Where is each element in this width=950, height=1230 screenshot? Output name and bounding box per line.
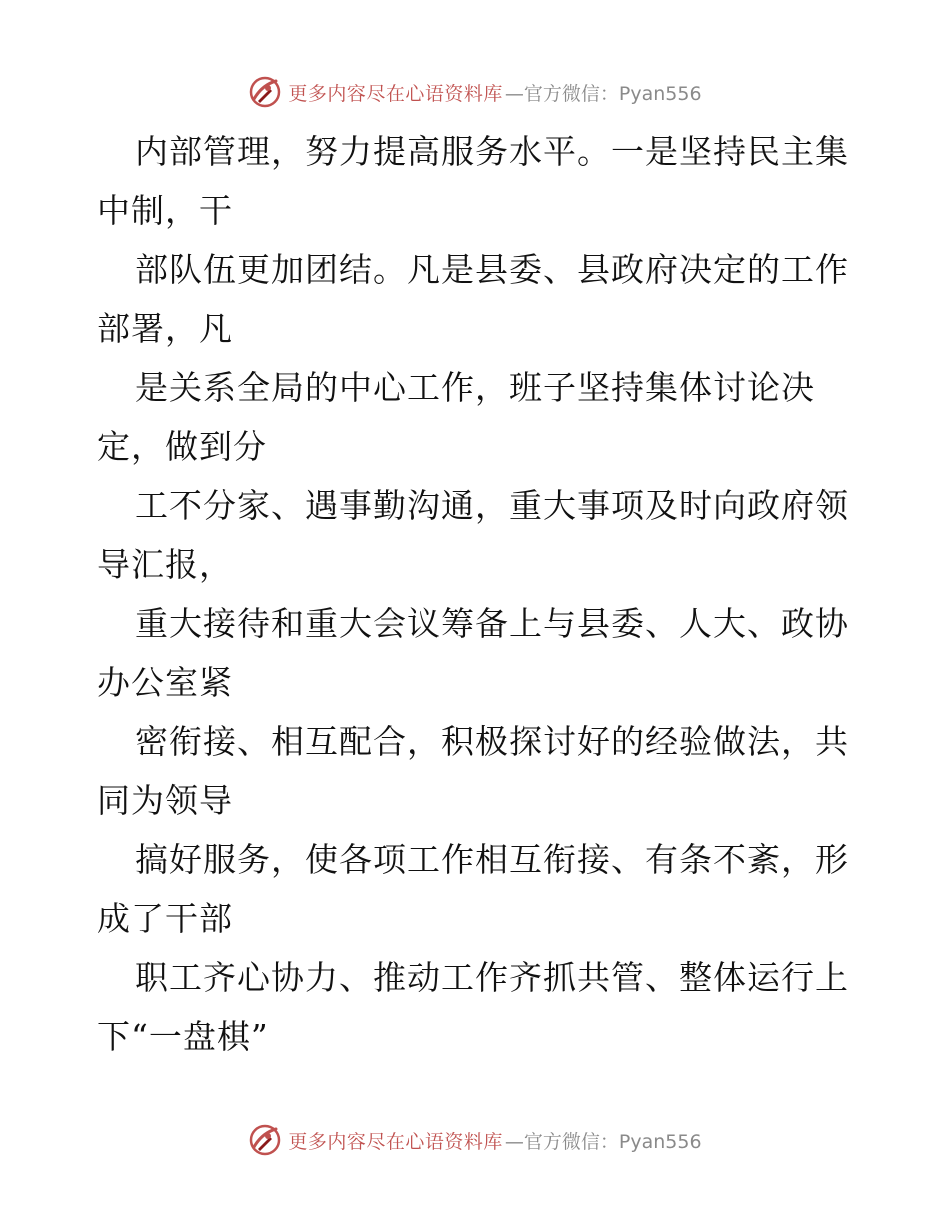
header-watermark: [0, 72, 950, 112]
paragraph: 内部管理，努力提高服务水平。一是坚持民主集 中制，干: [97, 132, 849, 230]
paragraph: 密衔接、相互配合，积极探讨好的经验做法，共 同为领导: [97, 722, 849, 820]
watermark-brand-text: 更多内容尽在心语资料库: [288, 82, 503, 105]
watermark-wechat-text: —官方微信：Pyan556: [504, 1130, 702, 1153]
paragraph: 是关系全局的中心工作，班子坚持集体讨论决 定，做到分: [97, 368, 815, 466]
paragraph: 重大接待和重大会议筹备上与县委、人大、政协 办公室紧: [97, 604, 849, 702]
paragraph: 工不分家、遇事勤沟通，重大事项及时向政府领 导汇报，: [97, 486, 849, 584]
paragraph: 部队伍更加团结。凡是县委、县政府决定的工作 部署，凡: [97, 250, 849, 348]
pen-logo-icon: [248, 1123, 282, 1157]
document-body: [97, 122, 857, 1066]
paragraph: 搞好服务，使各项工作相互衔接、有条不紊，形 成了干部: [97, 840, 849, 938]
pen-logo-icon: [248, 75, 282, 109]
paragraph: 职工齐心协力、推动工作齐抓共管、整体运行上 下“一盘棋”: [97, 958, 849, 1056]
footer-watermark: [0, 1120, 950, 1160]
watermark-wechat-text: —官方微信：Pyan556: [504, 82, 702, 105]
watermark-brand-text: 更多内容尽在心语资料库: [288, 1130, 503, 1153]
